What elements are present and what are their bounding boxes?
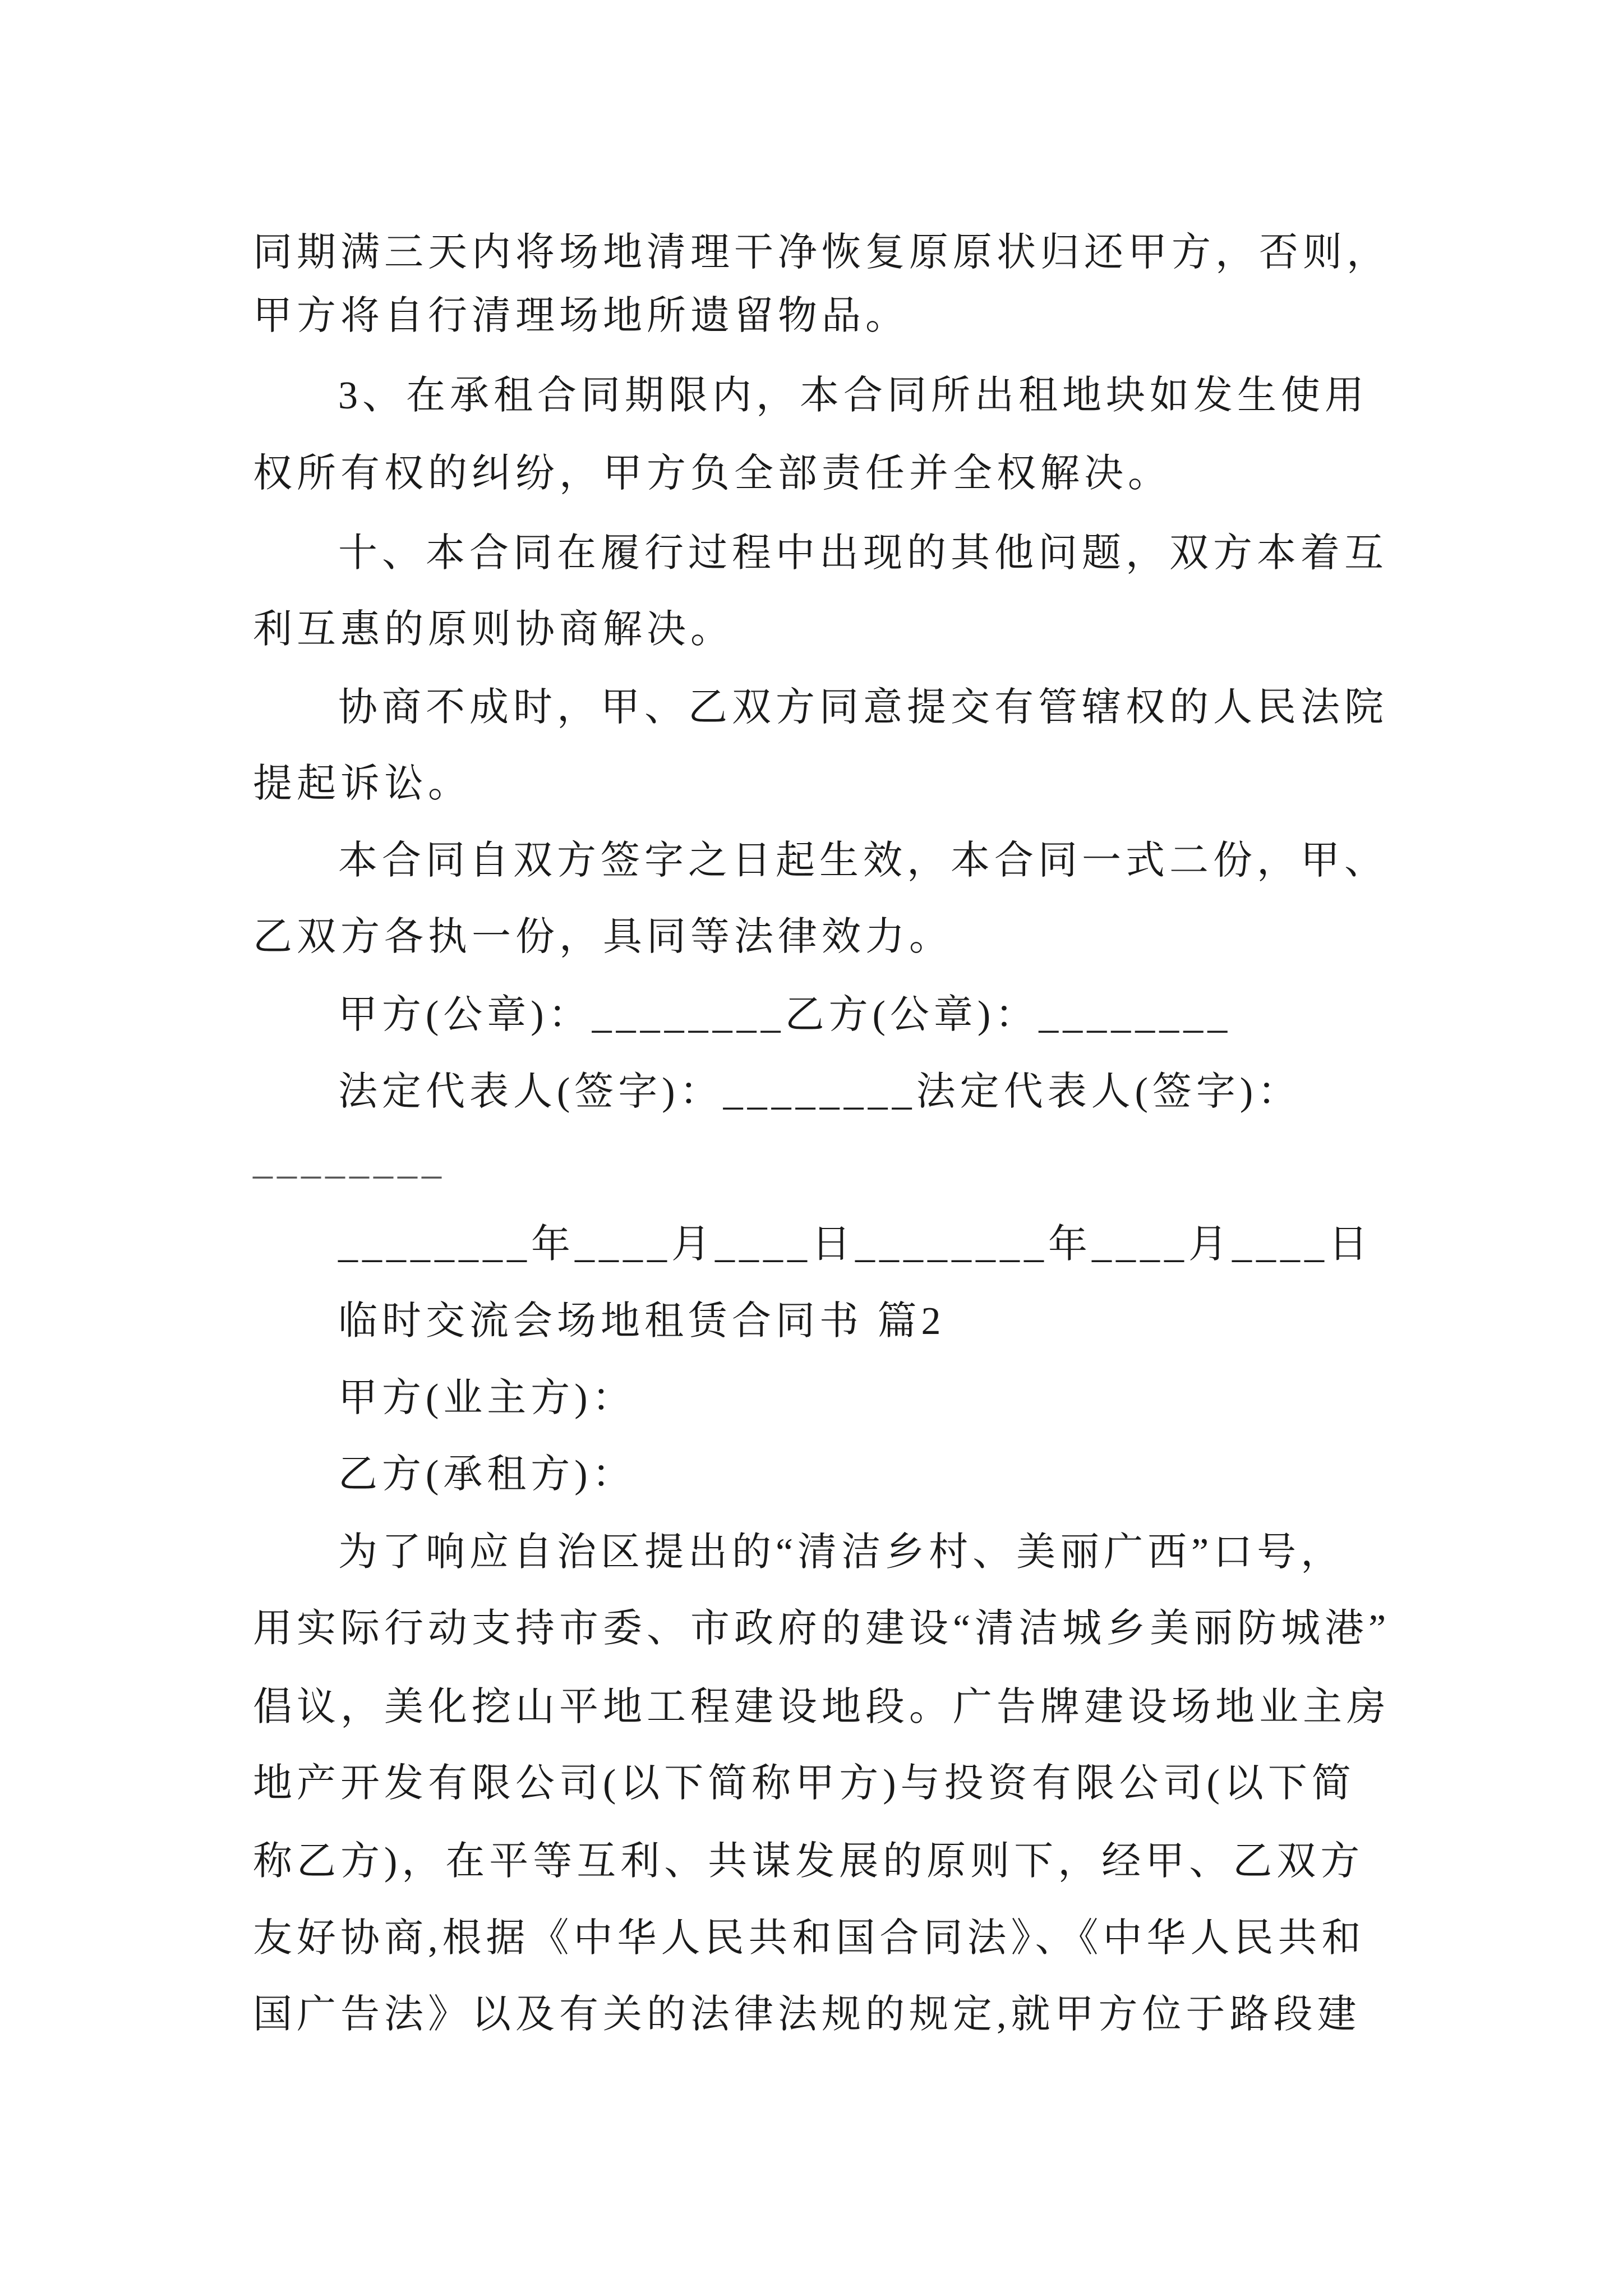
paragraph-line: 本合同自双方签字之日起生效，本合同一式二份，甲、: [338, 839, 1388, 882]
paragraph-line: 权所有权的纠纷，甲方负全部责任并全权解决。: [253, 452, 1172, 495]
paragraph-line: 利互惠的原则协商解决。: [253, 608, 734, 651]
paragraph-line: 为了响应自治区提出的“清洁乡村、美丽广西”口号，: [338, 1531, 1345, 1574]
paragraph-line: 提起诉讼。: [253, 762, 472, 806]
paragraph-line: 甲方将自行清理场地所遗留物品。: [253, 295, 909, 338]
paragraph-line: 地产开发有限公司(以下简称甲方)与投资有限公司(以下简: [253, 1762, 1355, 1805]
representative-blank-line: ________: [253, 1139, 446, 1182]
paragraph-line: 3、在承租合同期限内，本合同所出租地块如发生使用: [338, 374, 1368, 417]
paragraph-line: 倡议，美化挖山平地工程建设地段。广告牌建设场地业主房: [253, 1686, 1390, 1729]
party-a-line: 甲方(业主方)：: [338, 1377, 636, 1420]
paragraph-line: 国广告法》以及有关的法律法规的规定,就甲方位于路段建: [253, 1993, 1361, 2036]
representative-line: 法定代表人(签字)：________法定代表人(签字)：: [338, 1070, 1302, 1114]
party-b-line: 乙方(承租方)：: [338, 1453, 636, 1496]
paragraph-line: 友好协商,根据《中华人民共和国合同法》、《中华人民共和: [253, 1917, 1366, 1960]
paragraph-line: 协商不成时，甲、乙双方同意提交有管辖权的人民法院: [338, 686, 1388, 729]
section-title: 临时交流会场地租赁合同书 篇2: [338, 1300, 946, 1343]
paragraph-line: 同期满三天内将场地清理干净恢复原原状归还甲方，否则，: [253, 231, 1390, 274]
paragraph-line: 十、本合同在履行过程中出现的其他问题，双方本着互: [338, 532, 1388, 575]
paragraph-line: 用实际行动支持市委、市政府的建设“清洁城乡美丽防城港”: [253, 1607, 1391, 1650]
paragraph-line: 乙双方各执一份，具同等法律效力。: [253, 915, 953, 959]
paragraph-line: 称乙方)，在平等互利、共谋发展的原则下，经甲、乙双方: [253, 1840, 1364, 1883]
date-line: ________年____月____日________年____月____日: [338, 1223, 1372, 1266]
seal-line: 甲方(公章)：________乙方(公章)：________: [338, 993, 1232, 1037]
